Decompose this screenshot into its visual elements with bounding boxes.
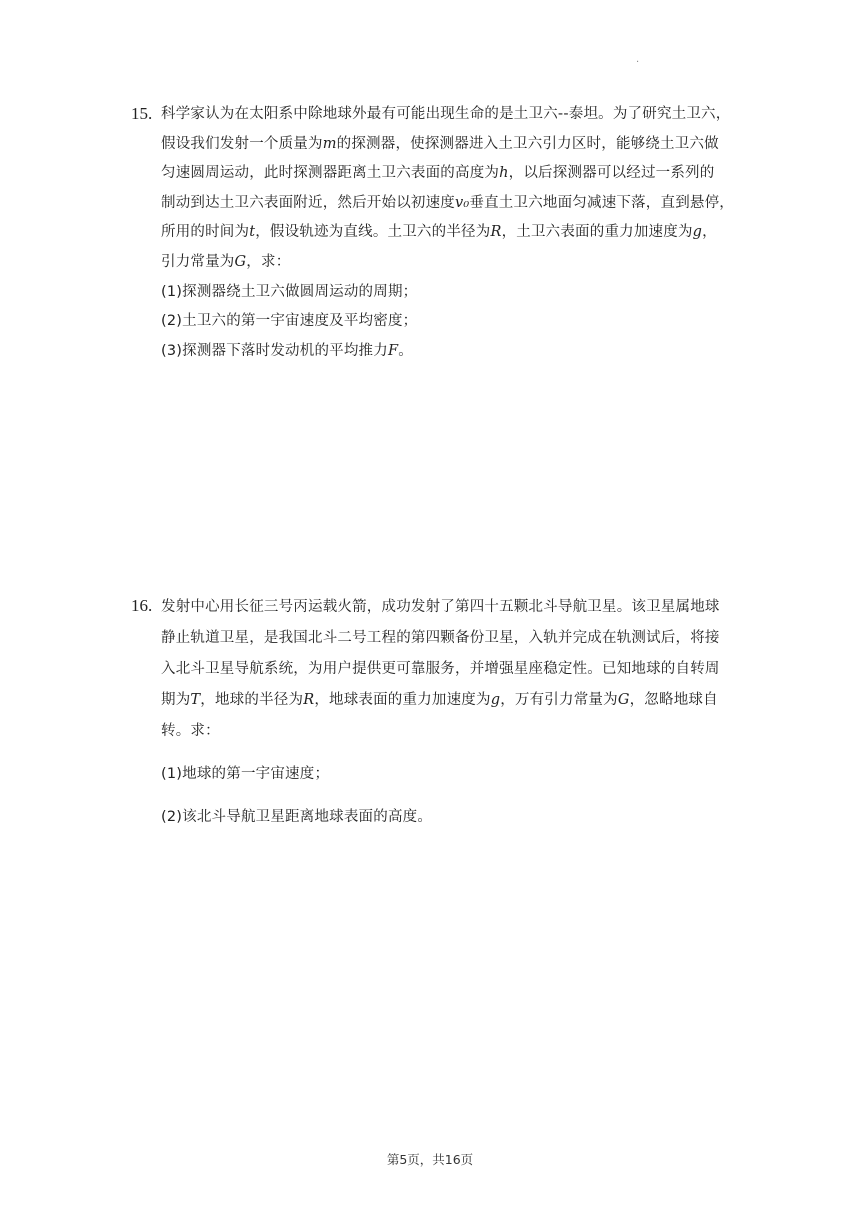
- math-var: m: [322, 135, 337, 152]
- sub-question-1: (1)地球的第一宇宙速度；: [161, 766, 330, 782]
- question-text-line: 转。求：: [161, 723, 220, 739]
- sub-question-2: (2)土卫六的第一宇宙速度及平均密度；: [161, 313, 418, 330]
- math-var: R: [490, 224, 502, 241]
- math-var: F: [387, 342, 399, 359]
- math-var: G: [617, 692, 630, 708]
- question-text-line: 静止轨道卫星，是我国北斗二号工程的第四颗备份卫星，入轨并完成在轨测试后，将接: [161, 630, 720, 646]
- question-text-line: 期为T，地球的半径为R，地球表面的重力加速度为g，万有引力常量为G，忽略地球自: [161, 692, 718, 708]
- question-text-line: 匀速圆周运动，此时探测器距离土卫六表面的高度为h，以后探测器可以经过一系列的: [161, 165, 715, 182]
- question-15: [131, 100, 741, 366]
- math-var: G: [234, 253, 247, 270]
- question-text-line: 制动到达土卫六表面附近，然后开始以初速度v₀垂直土卫六地面匀减速下落，直到悬停，: [161, 194, 735, 211]
- question-text-line: 科学家认为在太阳系中除地球外最有可能出现生命的是土卫六--泰坦。为了研究土卫六，: [161, 106, 731, 122]
- question-text-line: 假设我们发射一个质量为m的探测器，使探测器进入土卫六引力区时，能够绕土卫六做: [161, 135, 719, 152]
- math-var: v₀: [455, 194, 470, 211]
- math-var: g: [692, 224, 703, 241]
- math-var: h: [499, 165, 509, 182]
- sub-question-3: (3)探测器下落时发动机的平均推力F。: [161, 342, 413, 359]
- question-text-line: 引力常量为G，求：: [161, 253, 291, 270]
- math-var: T: [190, 692, 201, 708]
- page-footer: 第5页，共16页: [386, 1152, 474, 1167]
- question-text-line: 入北斗卫星导航系统，为用户提供更可靠服务，并增强星座稳定性。已知地球的自转周: [161, 661, 720, 677]
- sub-question-1: (1)探测器绕土卫六做圆周运动的周期；: [161, 283, 418, 300]
- sub-question-2: (2)该北斗导航卫星距离地球表面的高度。: [161, 809, 433, 825]
- question-text-line: 所用的时间为t，假设轨迹为直线。土卫六的半径为R，土卫六表面的重力加速度为g，: [161, 224, 717, 241]
- question-number: 15.: [131, 104, 153, 123]
- math-var: g: [490, 692, 501, 708]
- math-var: t: [249, 224, 256, 241]
- math-var: R: [303, 692, 315, 708]
- question-text-line: 发射中心用长征三号丙运载火箭，成功发射了第四十五颗北斗导航卫星。该卫星属地球: [161, 599, 720, 615]
- question-16: [131, 592, 741, 833]
- question-number: 16.: [131, 596, 153, 615]
- header-dot: .: [636, 54, 640, 65]
